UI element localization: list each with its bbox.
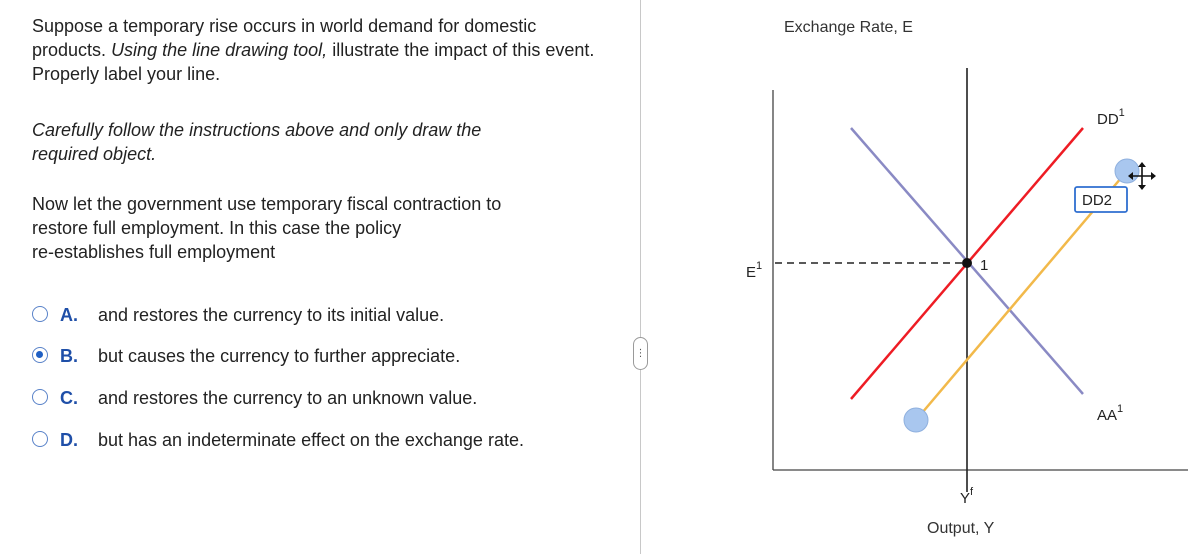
dd1-label: $DD^1$ bbox=[1097, 107, 1125, 128]
radio-a[interactable] bbox=[32, 306, 48, 322]
aa1-label: $AA^1$ bbox=[1097, 403, 1124, 424]
point-label: 1 bbox=[980, 257, 989, 274]
question-paragraph-3: Now let the government use temporary fiscal contraction to restore full employment. In this case the policy re-establishes full employment bbox=[32, 194, 502, 262]
dd2-label: DD2 bbox=[1082, 192, 1113, 209]
y-axis-label: Exchange Rate, E bbox=[784, 19, 913, 36]
option-letter: D. bbox=[60, 430, 78, 450]
equilibrium-point bbox=[962, 258, 972, 268]
radio-b[interactable] bbox=[32, 347, 48, 363]
option-letter: B. bbox=[60, 346, 78, 366]
option-c[interactable] bbox=[32, 386, 578, 410]
option-text: and restores the currency to its initial value. bbox=[98, 305, 445, 325]
option-a[interactable] bbox=[32, 303, 578, 327]
dd2-end-handle[interactable] bbox=[1115, 159, 1139, 183]
option-d[interactable] bbox=[32, 428, 568, 452]
question-paragraph-2: Carefully follow the instructions above and only draw the required object. bbox=[32, 120, 482, 164]
option-letter: A. bbox=[60, 305, 78, 325]
x-axis-label: Output, Y bbox=[927, 520, 995, 537]
resize-handle[interactable]: ⋮ bbox=[633, 337, 648, 370]
option-b[interactable] bbox=[32, 344, 578, 368]
option-text: and restores the currency to an unknown value. bbox=[98, 388, 478, 408]
option-text: but causes the currency to further appreciate. bbox=[98, 346, 461, 366]
graph-area[interactable] bbox=[648, 0, 1200, 554]
question-paragraph-1: Suppose a temporary rise occurs in world demand for domestic products. Using the line drawing tool, illustrate the impact of this event. Properly label your line. bbox=[32, 16, 595, 84]
radio-c[interactable] bbox=[32, 389, 48, 405]
radio-d[interactable] bbox=[32, 431, 48, 447]
option-letter: C. bbox=[60, 388, 78, 408]
dd2-start-handle[interactable] bbox=[904, 408, 928, 432]
option-text: but has an indeterminate effect on the exchange rate. bbox=[98, 430, 524, 450]
e1-label: $E^1$ bbox=[746, 260, 763, 281]
panel-divider bbox=[640, 0, 641, 554]
yf-label: $Y^f$ bbox=[960, 486, 974, 507]
